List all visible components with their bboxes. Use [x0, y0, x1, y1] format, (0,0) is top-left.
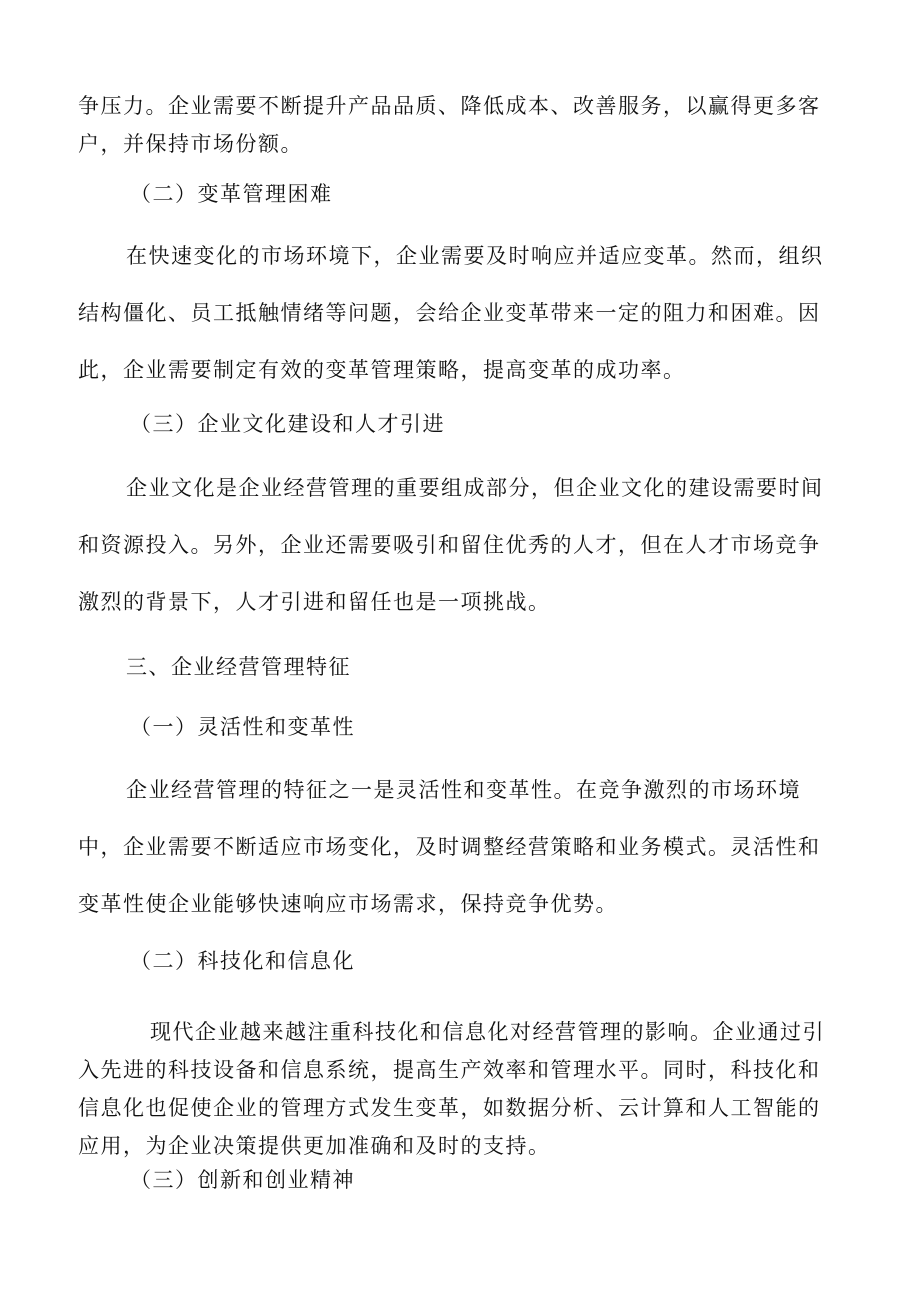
body-paragraph-competition: 争压力。企业需要不断提升产品品质、降低成本、改善服务，以赢得更多客户，并保持市场份额。	[78, 94, 821, 156]
body-paragraph-culture-talent: 企业文化是企业经营管理的重要组成部分，但企业文化的建设需要时间和资源投入。另外，企业还需要吸引和留住优秀的人才，但在人才市场竞争激烈的背景下，人才引进和留任也是一项挑战。	[78, 476, 824, 614]
subheading-technology: （二）科技化和信息化	[130, 949, 355, 973]
section-heading-features: 三、企业经营管理特征	[126, 655, 351, 679]
subheading-innovation: （三）创新和创业精神	[130, 1168, 355, 1192]
body-paragraph-change-management: 在快速变化的市场环境下，企业需要及时响应并适应变革。然而，组织结构僵化、员工抵触情绪等问题，会给企业变革带来一定的阻力和困难。因此，企业需要制定有效的变革管理策略，提高变革的成功率。	[78, 244, 824, 382]
subheading-culture-talent: （三）企业文化建设和人才引进	[130, 412, 445, 436]
body-paragraph-technology: 现代企业越来越注重科技化和信息化对经营管理的影响。企业通过引入先进的科技设备和信息系统，提高生产效率和管理水平。同时，科技化和信息化也促使企业的管理方式发生变革，如数据分析、云计算和人工智能的应用，为企业决策提供更加准确和及时的支持。	[78, 1020, 825, 1158]
body-paragraph-flexibility: 企业经营管理的特征之一是灵活性和变革性。在竞争激烈的市场环境中，企业需要不断适应市场变化，及时调整经营策略和业务模式。灵活性和变革性使企业能够快速响应市场需求，保持竞争优势。	[78, 778, 821, 916]
subheading-flexibility: （一）灵活性和变革性	[130, 715, 355, 739]
subheading-change-management: （二）变革管理困难	[130, 182, 333, 206]
